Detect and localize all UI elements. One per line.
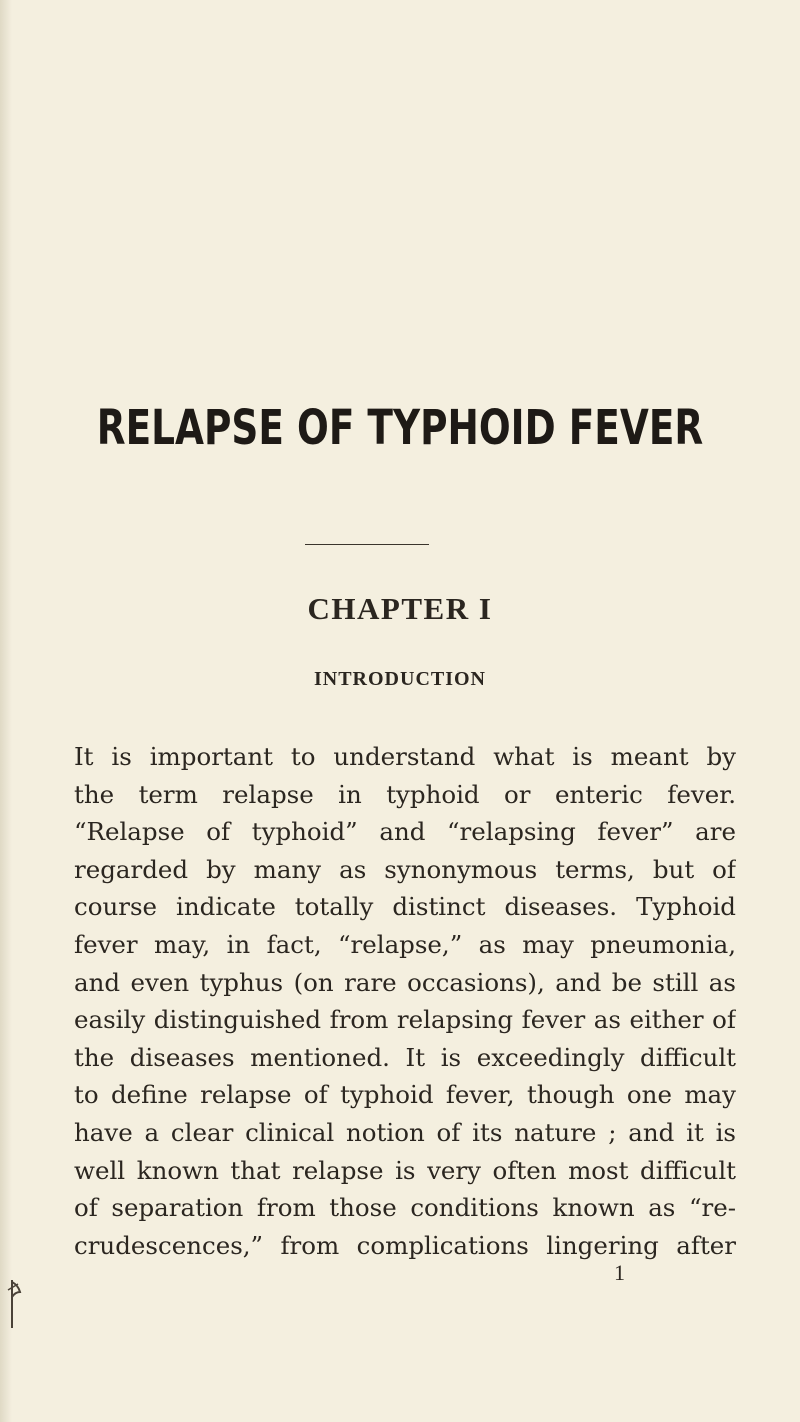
body-line: crudescences,” from complications lingering after: [74, 1230, 736, 1260]
body-line: of separation from those conditions known as “re-: [74, 1193, 736, 1223]
body-line: easily distinguished from relapsing fever as either of: [74, 1005, 736, 1035]
body-line: to define relapse of typhoid fever, though one may: [74, 1080, 736, 1110]
book-title: RELAPSE OF TYPHOID FEVER: [96, 400, 704, 456]
body-line: regarded by many as synonymous terms, but of: [74, 854, 736, 884]
body-paragraph: [74, 738, 736, 1264]
page-number: 1: [614, 1260, 625, 1285]
body-line: the term relapse in typhoid or enteric fever.: [74, 779, 736, 809]
margin-pencil-mark: [4, 1270, 30, 1330]
page-edge-shadow: [0, 0, 12, 1422]
body-line: the diseases mentioned. It is exceedingly difficult: [74, 1042, 736, 1072]
body-line: well known that relapse is very often most difficult: [74, 1155, 736, 1185]
body-line: It is important to understand what is meant by: [74, 742, 736, 771]
chapter-heading: CHAPTER I: [307, 591, 493, 626]
body-line: have a clear clinical notion of its nature ; and it is: [74, 1117, 736, 1147]
body-line: and even typhus (on rare occasions), and be still as: [74, 967, 736, 997]
section-title: INTRODUCTION: [313, 668, 487, 690]
body-line: “Relapse of typhoid” and “relapsing fever” are: [74, 817, 736, 847]
body-line: fever may, in fact, “relapse,” as may pneumonia,: [74, 929, 736, 959]
body-line: course indicate totally distinct diseases. Typhoid: [74, 892, 736, 922]
title-divider: [305, 544, 429, 545]
